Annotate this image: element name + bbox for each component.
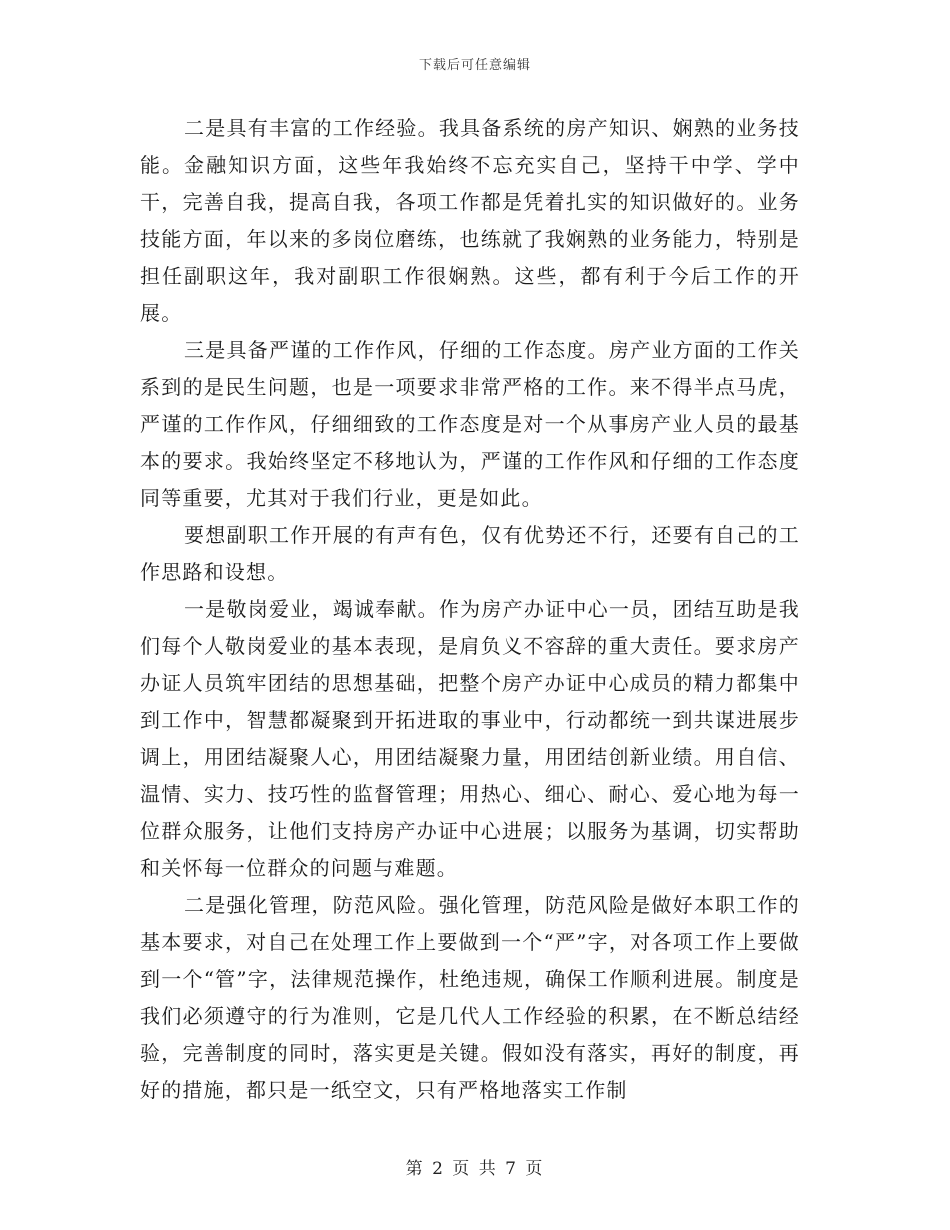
paragraph-3: 要想副职工作开展的有声有色，仅有优势还不行，还要有自己的工作思路和设想。 [140, 523, 800, 584]
paragraph-1: 二是具有丰富的工作经验。我具备系统的房产知识、娴熟的业务技能。金融知识方面，这些年我始终不忘充实自己，坚持干中学、学中干，完善自我，提高自我，各项工作都是凭着扎实的知识做好的。业务技能方面，年以来的多岗位磨练，也练就了我娴熟的业务能力，特别是担任副职这年，我对副职工作很娴熟。这些，都有利于今后工作的开展。 [140, 116, 800, 325]
paragraph-5: 二是强化管理，防范风险。强化管理，防范风险是做好本职工作的基本要求，对自己在处理工作上要做到一个“严”字，对各项工作上要做到一个“管”字，法律规范操作，杜绝违规，确保工作顺利进展。制度是我们必须遵守的行为准则，它是几代人工作经验的积累，在不断总结经验，完善制度的同时，落实更是关键。假如没有落实，再好的制度，再好的措施，都只是一纸空文，只有严格地落实工作制 [140, 893, 800, 1102]
paragraph-4: 一是敬岗爱业，竭诚奉献。作为房产办证中心一员，团结互助是我们每个人敬岗爱业的基本表现，是肩负义不容辞的重大责任。要求房产办证人员筑牢团结的思想基础，把整个房产办证中心成员的精力都集中到工作中，智慧都凝聚到开拓进取的事业中，行动都统一到共谋进展步调上，用团结凝聚人心，用团结凝聚力量，用团结创新业绩。用自信、温情、实力、技巧性的监督管理；用热心、细心、耐心、爱心地为每一位群众服务，让他们支持房产办证中心进展；以服务为基调，切实帮助和关怀每一位群众的问题与难题。 [140, 597, 800, 880]
page-number-footer: 第 2 页 共 7 页 [405, 1159, 545, 1179]
document-body [140, 110, 800, 1109]
paragraph-2: 三是具备严谨的工作作风，仔细的工作态度。房产业方面的工作关系到的是民生问题，也是一项要求非常严格的工作。来不得半点马虎，严谨的工作作风，仔细细致的工作态度是对一个从事房产业人员的最基本的要求。我始终坚定不移地认为，严谨的工作作风和仔细的工作态度同等重要，尤其对于我们行业，更是如此。 [140, 338, 800, 510]
page-header-note: 下载后可任意编辑 [418, 58, 531, 73]
